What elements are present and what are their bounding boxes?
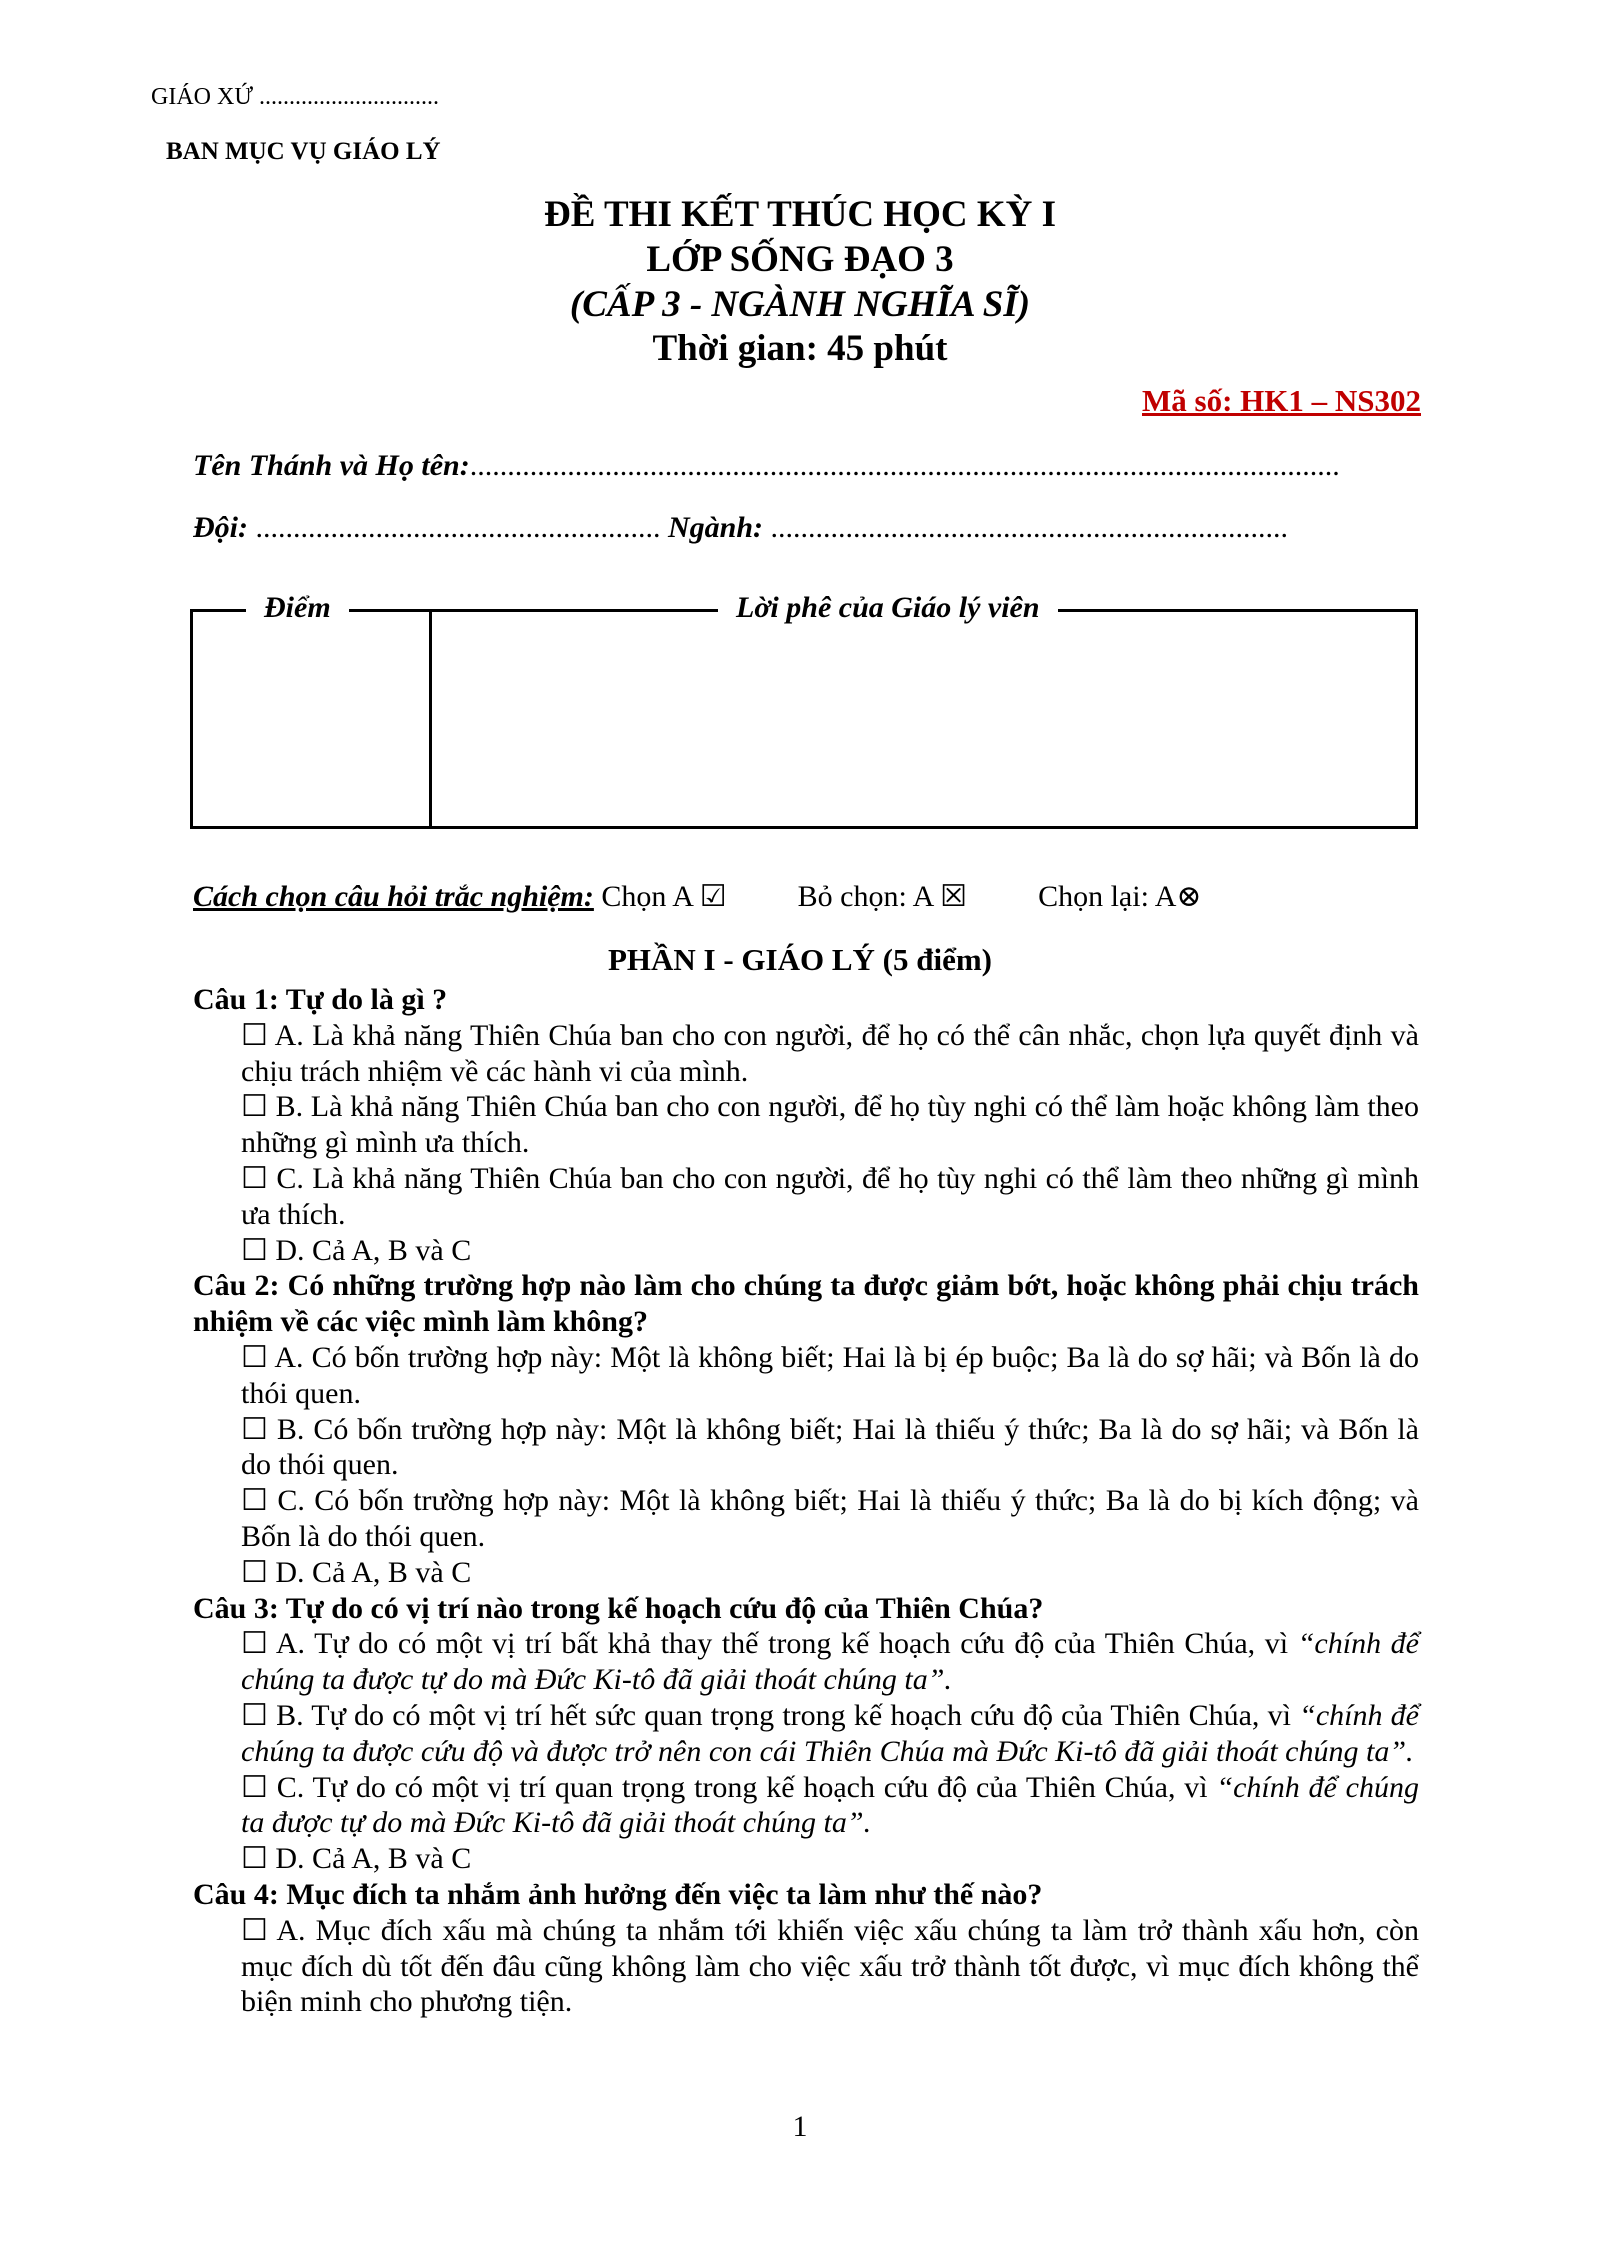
name-label: Tên Thánh và Họ tên: [193, 449, 470, 482]
question-4: Câu 4: Mục đích ta nhắm ảnh hưởng đến việc ta làm như thế nào? [193, 1877, 1043, 1911]
q3-c-quote: “chính để chúng ta được tự do mà Đức Ki-tô đã giải thoát chúng ta”. [241, 1770, 1419, 1840]
q2-option-c[interactable]: ☐ C. Có bốn trường hợp này: Một là không biết; Hai là thiếu ý thức; Ba là do bị kích động; và Bốn là do thói quen. [241, 1484, 1419, 1553]
q1-option-d[interactable]: ☐ D. Cả A, B và C [241, 1233, 472, 1267]
q3-c-text: ☐ C. Tự do có một vị trí quan trọng trong kế hoạch cứu độ của Thiên Chúa, vì [241, 1770, 1217, 1804]
instruction-reselect: Chọn lại: A⊗ [1038, 880, 1202, 913]
q4-option-a[interactable]: ☐ A. Mục đích xấu mà chúng ta nhắm tới khiến việc xấu chúng ta làm trở thành xấu hơn, còn mục đích dù tốt đến đâu cũng không làm cho việc xấu trở thành tốt được, vì mục đích không thể biện minh cho phương tiện. [241, 1913, 1419, 2019]
duration-title: Thời gian: 45 phút [652, 328, 948, 369]
branch-label: Ngành: [668, 511, 764, 544]
exam-title: ĐỀ THI KẾT THÚC HỌC KỲ I [544, 194, 1056, 235]
comment-label: Lời phê của Giáo lý viên [718, 588, 1058, 628]
q3-option-c[interactable] [193, 1770, 1419, 1842]
instruction-line [193, 879, 1202, 914]
q3-a-text: ☐ A. Tự do có một vị trí bất khả thay thế trong kế hoạch cứu độ của Thiên Chúa, vì [241, 1627, 1298, 1661]
q1-option-b[interactable]: ☐ B. Là khả năng Thiên Chúa ban cho con người, để họ tùy nghi có thể làm hoặc không làm theo những gì mình ưa thích. [241, 1090, 1419, 1160]
parish-label: GIÁO XỨ .............................. [151, 84, 439, 110]
level-title: (CẤP 3 - NGÀNH NGHĨA SĨ) [569, 284, 1031, 325]
score-divider [429, 612, 432, 827]
branch-dots: ..................................................................... [770, 511, 1289, 544]
q3-option-d[interactable]: ☐ D. Cả A, B và C [241, 1842, 472, 1876]
q2-option-a[interactable]: ☐ A. Có bốn trường hợp này: Một là không biết; Hai là bị ép buộc; Ba là do sợ hãi; và Bốn là do thói quen. [241, 1340, 1419, 1410]
class-title: LỚP SỐNG ĐẠO 3 [646, 239, 954, 280]
instruction-unselect: Bỏ chọn: A ☒ [797, 880, 968, 913]
question-2: Câu 2: Có những trường hợp nào làm cho chúng ta được giảm bớt, hoặc không phải chịu trách nhiệm về các việc mình làm không? [193, 1269, 1419, 1339]
name-field[interactable] [193, 449, 1419, 483]
instruction-lead: Cách chọn câu hỏi trắc nghiệm: [193, 880, 594, 913]
q3-b-text: ☐ B. Tự do có một vị trí hết sức quan trọng trong kế hoạch cứu độ của Thiên Chúa, vì [241, 1698, 1300, 1732]
name-dots: .................................................................................................................... [469, 449, 1340, 482]
q3-a-quote: “chính để chúng ta được tự do mà Đức Ki-tô đã giải thoát chúng ta”. [241, 1627, 1420, 1697]
question-3: Câu 3: Tự do có vị trí nào trong kế hoạch cứu độ của Thiên Chúa? [193, 1591, 1044, 1625]
q1-option-a[interactable]: ☐ A. Là khả năng Thiên Chúa ban cho con người, để họ có thể cân nhắc, chọn lựa quyết định và chịu trách nhiệm về các hành vi của mình. [241, 1018, 1419, 1088]
q3-b-quote: “chính để chúng ta được cứu độ và được trở nên con cái Thiên Chúa mà Đức Ki-tô đã giải thoát chúng ta”. [241, 1698, 1420, 1768]
q1-option-c[interactable]: ☐ C. Là khả năng Thiên Chúa ban cho con người, để họ tùy nghi có thể làm theo những gì mình ưa thích. [241, 1161, 1419, 1231]
question-1: Câu 1: Tự do là gì ? [193, 983, 448, 1016]
q2-option-d[interactable]: ☐ D. Cả A, B và C [241, 1555, 472, 1589]
score-label: Điểm [246, 588, 349, 628]
instruction-choose: Chọn A ☑ [601, 880, 727, 913]
exam-code: Mã số: HK1 – NS302 [1142, 383, 1421, 418]
question-list [193, 982, 1419, 2020]
team-label: Đội: [193, 511, 248, 544]
q3-option-b[interactable] [193, 1698, 1419, 1770]
team-branch-field[interactable] [193, 511, 1419, 545]
q3-option-a[interactable] [193, 1626, 1419, 1698]
part-title: PHẦN I - GIÁO LÝ (5 điểm) [607, 942, 993, 977]
team-dots: ...................................................... [255, 511, 661, 544]
board-label: BAN MỤC VỤ GIÁO LÝ [166, 138, 441, 165]
q2-option-b[interactable]: ☐ B. Có bốn trường hợp này: Một là không biết; Hai là thiếu ý thức; Ba là do sợ hãi; và Bốn là do thói quen. [241, 1412, 1419, 1482]
page-number: 1 [792, 2110, 808, 2143]
score-comment-box [190, 609, 1418, 829]
